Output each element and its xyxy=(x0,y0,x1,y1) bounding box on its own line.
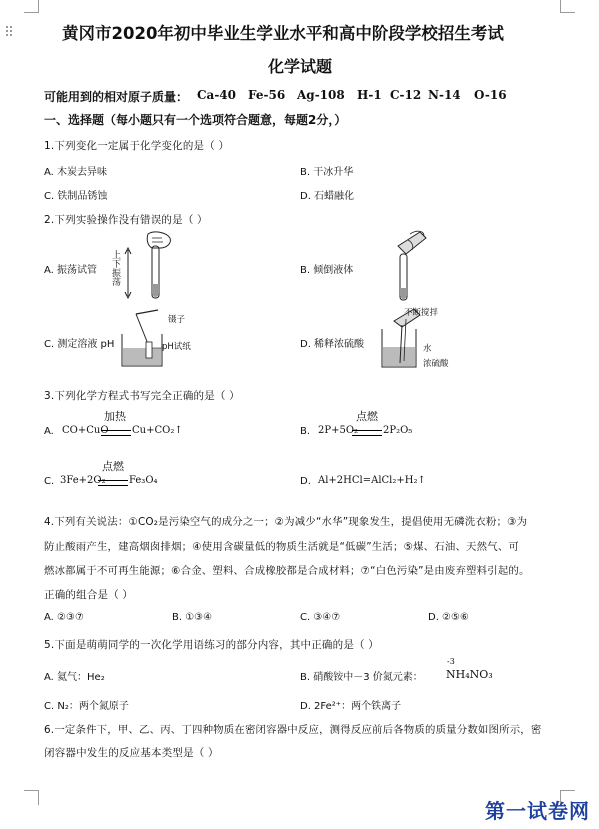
question-5-option-a[interactable]: A. 氦气：He₂ xyxy=(44,672,105,683)
question-3-b-products: 2P₂O₅ xyxy=(383,425,413,436)
section-heading: 一、选择题（每小题只有一个选项符合题意，每题2分，） xyxy=(44,113,347,127)
question-2-option-a[interactable]: A. 振荡试管 xyxy=(44,265,98,276)
question-4-option-c[interactable]: C. ③④⑦ xyxy=(300,612,341,623)
atomic-mass-n: N-14 xyxy=(428,88,461,102)
question-3-stem: 3.下列化学方程式书写完全正确的是（ ） xyxy=(44,390,240,402)
question-5-b-formula: NH₄NO₃ xyxy=(446,668,493,681)
question-2-option-b[interactable]: B. 倾倒液体 xyxy=(300,265,354,276)
question-1-option-b[interactable]: B. 干冰升华 xyxy=(300,167,354,178)
question-2-option-d[interactable]: D. 稀释浓硫酸 xyxy=(300,339,365,350)
atomic-mass-h: H-1 xyxy=(357,88,382,102)
question-3-option-d-letter[interactable]: D. xyxy=(300,476,311,487)
water-label: 水 xyxy=(423,344,432,354)
atomic-mass-c: C-12 xyxy=(390,88,422,102)
question-3-c-condition: 点燃 xyxy=(102,460,124,473)
question-3-a-condition: 加热 xyxy=(104,410,126,423)
atomic-mass-ca: Ca-40 xyxy=(197,88,237,102)
question-3-d-equation: Al+2HCl=AlCl₂+H₂↑ xyxy=(318,475,426,486)
question-5-option-c[interactable]: C. N₂：两个氮原子 xyxy=(44,701,129,712)
watermark-logo: 第一试卷网 xyxy=(485,799,590,823)
question-3-c-equals xyxy=(98,480,128,486)
page-title: 黄冈市2020年初中毕业生学业水平和高中阶段学校招生考试 xyxy=(62,24,504,43)
pour-liquid-illustration xyxy=(380,228,430,303)
question-4-line-1: 4.下列有关说法：①CO₂是污染空气的成分之一；②为减少“水华”现象发生，提倡使用无磷洗衣粉；③为 xyxy=(44,516,528,528)
question-4-option-d[interactable]: D. ②⑤⑥ xyxy=(428,612,469,623)
question-6-line-1: 6.一定条件下，甲、乙、丙、丁四种物质在密闭容器中反应，测得反应前后各物质的质量分数如图所示，密 xyxy=(44,724,542,736)
crop-mark-top-right xyxy=(560,0,575,13)
question-4-option-a[interactable]: A. ②③⑦ xyxy=(44,612,84,623)
question-3-b-condition: 点燃 xyxy=(356,410,378,423)
question-1-option-a[interactable]: A. 木炭去异味 xyxy=(44,167,108,178)
question-5-option-d[interactable]: D. 2Fe²⁺：两个铁离子 xyxy=(300,701,402,712)
question-4-line-3: 燃冰都属于不可再生能源；⑥合金、塑料、合成橡胶都是合成材料；⑦“白色污染”是由废弃塑料引起的。 xyxy=(44,565,530,577)
question-1-option-c[interactable]: C. 铁制品锈蚀 xyxy=(44,191,108,202)
atomic-mass-fe: Fe-56 xyxy=(248,88,286,102)
question-4-option-b[interactable]: B. ①③④ xyxy=(172,612,213,623)
drag-handle-icon[interactable] xyxy=(6,26,14,40)
page-subtitle: 化学试题 xyxy=(268,57,333,76)
question-5-option-b[interactable]: B. 硝酸铵中－3 价氮元素： xyxy=(300,672,423,683)
question-5-b-charge: -3 xyxy=(447,657,455,666)
crop-mark-top-left xyxy=(24,0,39,13)
question-3-a-equals xyxy=(101,430,131,436)
question-3-option-c-letter[interactable]: C. xyxy=(44,476,55,487)
tweezers-label: 镊子 xyxy=(168,315,186,325)
question-3-option-a-letter[interactable]: A. xyxy=(44,426,54,437)
crop-mark-bottom-left xyxy=(24,790,39,805)
stir-label: 不断搅拌 xyxy=(404,308,439,318)
question-3-c-reactants: 3Fe+2O₂ xyxy=(60,475,106,486)
question-2-option-c[interactable]: C. 测定溶液 pH xyxy=(44,339,115,350)
atomic-mass-o: O-16 xyxy=(474,88,507,102)
atomic-mass-label: 可能用到的相对原子质量： xyxy=(44,90,189,104)
conc-acid-label: 浓硫酸 xyxy=(423,359,449,369)
question-3-option-b-letter[interactable]: B. xyxy=(300,426,311,437)
question-1-option-d[interactable]: D. 石蜡融化 xyxy=(300,191,355,202)
question-3-a-products: Cu+CO₂↑ xyxy=(132,425,183,436)
question-3-b-equals xyxy=(352,430,382,436)
question-1-stem: 1.下列变化一定属于化学变化的是（ ） xyxy=(44,140,230,152)
atomic-mass-ag: Ag-108 xyxy=(297,88,345,102)
question-4-line-4: 正确的组合是（ ） xyxy=(44,589,134,601)
question-5-stem: 5.下面是萌萌同学的一次化学用语练习的部分内容，其中正确的是（ ） xyxy=(44,639,379,651)
question-4-line-2: 防止酸雨产生，建高烟囱排烟；④使用含碳量低的物质生活就是“低碳”生活；⑤煤、石油、天然气、可 xyxy=(44,541,519,553)
question-6-line-2: 闭容器中发生的反应基本类型是（ ） xyxy=(44,747,219,759)
question-3-b-reactants: 2P+5O₂ xyxy=(318,425,359,436)
question-3-a-reactants: CO+CuO xyxy=(62,425,109,436)
shake-direction-label: 上下振荡 xyxy=(110,250,120,286)
question-3-c-products: Fe₃O₄ xyxy=(129,475,158,486)
ph-paper-label: pH试纸 xyxy=(162,342,191,352)
question-2-stem: 2.下列实验操作没有错误的是（ ） xyxy=(44,214,208,226)
